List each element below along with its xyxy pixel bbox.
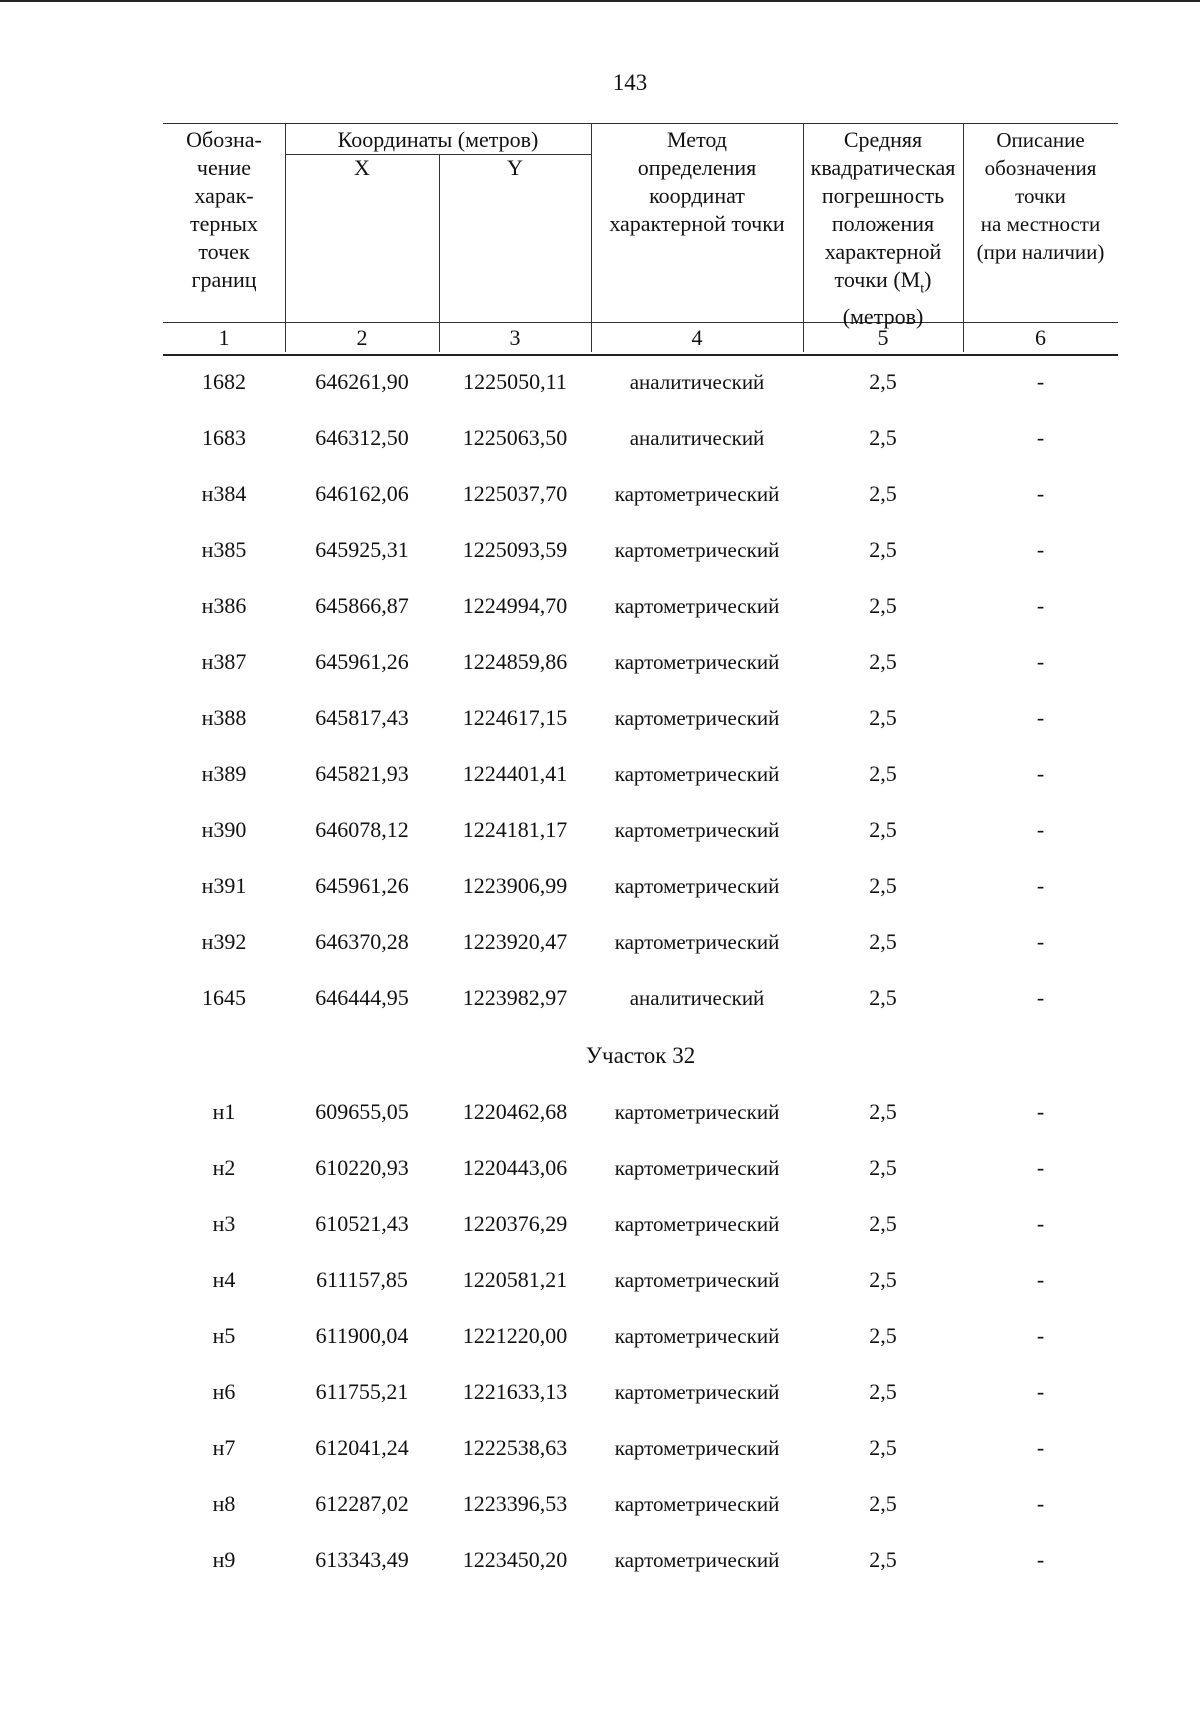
point-id: н5: [212, 1323, 236, 1348]
header-col-description: [963, 126, 1118, 266]
table-row: [163, 866, 1118, 906]
column-number: 3: [509, 325, 521, 350]
description: -: [1036, 705, 1045, 730]
table-row: [163, 642, 1118, 682]
point-id: н4: [212, 1267, 236, 1292]
header-text-line: погрешность: [821, 183, 945, 208]
description: -: [1036, 1547, 1045, 1572]
error: 2,5: [869, 537, 897, 562]
header-text-line: точки: [1015, 184, 1066, 208]
coord-x: 646444,95: [315, 985, 409, 1010]
header-text-line: положения: [831, 211, 935, 236]
header-text-line: (метров): [842, 304, 924, 330]
header-text-line: квадратическая: [810, 155, 956, 180]
description: -: [1036, 1099, 1045, 1124]
method: картометрический: [614, 1268, 780, 1292]
header-text-line: Средняя: [843, 127, 923, 152]
description: -: [1036, 369, 1045, 394]
header-text-line: [803, 266, 963, 303]
error: 2,5: [869, 929, 897, 954]
coord-x: 645961,26: [315, 649, 409, 674]
coord-x: 646078,12: [315, 817, 409, 842]
error: 2,5: [869, 817, 897, 842]
coord-y: 1220462,68: [462, 1099, 568, 1124]
coord-x: 610220,93: [315, 1155, 409, 1180]
description: -: [1036, 649, 1045, 674]
coord-y: 1223982,97: [462, 985, 568, 1010]
method: картометрический: [614, 1100, 780, 1124]
column-number: 4: [691, 325, 703, 350]
header-col-method: [591, 126, 803, 238]
method: картометрический: [614, 762, 780, 786]
method: картометрический: [614, 818, 780, 842]
point-id: 1682: [202, 369, 246, 394]
coord-y: 1220443,06: [462, 1155, 568, 1180]
point-id: н391: [201, 873, 247, 898]
table-row: [163, 978, 1118, 1018]
header-text-line: характерной: [824, 239, 942, 264]
header-text-fragment: ): [924, 267, 932, 292]
table-row: [163, 530, 1118, 570]
table-row: [163, 1540, 1118, 1580]
error: 2,5: [869, 425, 897, 450]
point-id: н392: [201, 929, 247, 954]
table-row: [163, 922, 1118, 962]
header-text-line: чение: [196, 155, 252, 180]
error: 2,5: [869, 1323, 897, 1348]
table-row: [163, 362, 1118, 402]
table-row: [163, 810, 1118, 850]
header-col-designation: [163, 126, 285, 294]
error: 2,5: [869, 1435, 897, 1460]
table-row: [163, 1428, 1118, 1468]
header-text-line: харак-: [194, 183, 254, 208]
description: -: [1036, 481, 1045, 506]
description: -: [1036, 1155, 1045, 1180]
point-id: н6: [212, 1379, 236, 1404]
table-row: [163, 754, 1118, 794]
point-id: н387: [201, 649, 247, 674]
table-row: [163, 1148, 1118, 1188]
coord-y: 1223450,20: [462, 1547, 568, 1572]
coord-x: 646261,90: [315, 369, 409, 394]
error: 2,5: [869, 1211, 897, 1236]
coord-x: 611755,21: [315, 1379, 409, 1404]
section-title: Участок 32: [585, 1043, 696, 1068]
method: аналитический: [629, 370, 765, 394]
coord-y: 1225037,70: [462, 481, 568, 506]
point-id: н388: [201, 705, 247, 730]
error: 2,5: [869, 593, 897, 618]
coord-x: 611900,04: [315, 1323, 409, 1348]
method: картометрический: [614, 1492, 780, 1516]
coord-y: 1223906,99: [462, 873, 568, 898]
table-row: [163, 1092, 1118, 1132]
method: картометрический: [614, 930, 780, 954]
point-id: н390: [201, 817, 247, 842]
method: картометрический: [614, 482, 780, 506]
error: 2,5: [869, 1155, 897, 1180]
error: 2,5: [869, 481, 897, 506]
table-row: [163, 586, 1118, 626]
method: картометрический: [614, 1548, 780, 1572]
table-row: [163, 418, 1118, 458]
column-number: 1: [218, 325, 230, 350]
description: -: [1036, 1211, 1045, 1236]
coord-y: 1220376,29: [462, 1211, 568, 1236]
header-text-line: терных: [190, 211, 258, 236]
error: 2,5: [869, 1379, 897, 1404]
point-id: н389: [201, 761, 247, 786]
error: 2,5: [869, 1491, 897, 1516]
table-row: [163, 1372, 1118, 1412]
method: картометрический: [614, 1156, 780, 1180]
coord-x: 646312,50: [315, 425, 409, 450]
column-number: 2: [356, 325, 368, 350]
coord-y: 1224401,41: [462, 761, 568, 786]
point-id: н9: [212, 1547, 236, 1572]
method: картометрический: [614, 594, 780, 618]
method: аналитический: [629, 426, 765, 450]
coord-y: 1223396,53: [462, 1491, 568, 1516]
point-id: н1: [212, 1099, 236, 1124]
header-text-line: (при наличии): [976, 240, 1105, 264]
coord-y: 1222538,63: [462, 1435, 568, 1460]
method: аналитический: [629, 986, 765, 1010]
description: -: [1036, 593, 1045, 618]
header-text-line: характерной точки: [609, 211, 785, 236]
description: -: [1036, 537, 1045, 562]
header-text-line: координат: [649, 183, 745, 208]
method: картометрический: [614, 1436, 780, 1460]
description: -: [1036, 985, 1045, 1010]
description: -: [1036, 1323, 1045, 1348]
coord-y: 1224859,86: [462, 649, 568, 674]
description: -: [1036, 929, 1045, 954]
page-number: 143: [612, 70, 648, 95]
header-text-fragment: точки (M: [834, 267, 921, 292]
coord-x: 645821,93: [315, 761, 409, 786]
description: -: [1036, 1491, 1045, 1516]
coord-y: 1225050,11: [463, 369, 567, 394]
coord-x: 645925,31: [315, 537, 409, 562]
coord-y: 1221220,00: [462, 1323, 568, 1348]
description: -: [1036, 425, 1045, 450]
header-numbers-line: [163, 322, 1118, 323]
error: 2,5: [869, 369, 897, 394]
coord-x: 613343,49: [315, 1547, 409, 1572]
error: 2,5: [869, 705, 897, 730]
point-id: н386: [201, 593, 247, 618]
description: -: [1036, 873, 1045, 898]
point-id: н385: [201, 537, 247, 562]
coord-x: 611157,85: [316, 1267, 408, 1292]
page-top-edge: [0, 0, 1200, 2]
method: картометрический: [614, 650, 780, 674]
header-text-line: границ: [191, 267, 257, 292]
point-id: н7: [212, 1435, 236, 1460]
table-row: [163, 698, 1118, 738]
coord-x: 646370,28: [315, 929, 409, 954]
error: 2,5: [869, 1267, 897, 1292]
header-text-line: обозначения: [984, 156, 1097, 180]
description: -: [1036, 817, 1045, 842]
coord-x: 612041,24: [315, 1435, 409, 1460]
method: картометрический: [614, 1212, 780, 1236]
description: -: [1036, 1435, 1045, 1460]
coord-x: 610521,43: [315, 1211, 409, 1236]
description: -: [1036, 1267, 1045, 1292]
error: 2,5: [869, 985, 897, 1010]
header-text-line: Описание: [996, 128, 1085, 152]
point-id: н3: [212, 1211, 236, 1236]
method: картометрический: [614, 706, 780, 730]
table-row: [163, 1204, 1118, 1244]
coord-x: 645961,26: [315, 873, 409, 898]
point-id: н8: [212, 1491, 236, 1516]
header-text-line: на местности: [980, 212, 1101, 236]
method: картометрический: [614, 538, 780, 562]
table-row: [163, 1484, 1118, 1524]
coord-y: 1225093,59: [462, 537, 568, 562]
coord-y: 1223920,47: [462, 929, 568, 954]
coord-x: 612287,02: [315, 1491, 409, 1516]
coord-y: 1221633,13: [462, 1379, 568, 1404]
column-number: 6: [1035, 325, 1046, 350]
coord-y: 1225063,50: [462, 425, 568, 450]
coord-y: 1220581,21: [462, 1267, 568, 1292]
coord-y: 1224994,70: [462, 593, 568, 618]
header-coords-label: Координаты (метров): [337, 127, 539, 152]
table-row: [163, 1316, 1118, 1356]
point-id: 1645: [202, 985, 246, 1010]
coord-x: 645866,87: [315, 593, 409, 618]
header-text-line: Обозна-: [186, 127, 262, 152]
header-subscript: t: [920, 281, 925, 297]
method: картометрический: [614, 1324, 780, 1348]
error: 2,5: [869, 1547, 897, 1572]
point-id: н384: [201, 481, 247, 506]
coord-x: 609655,05: [315, 1099, 409, 1124]
table-row: [163, 1260, 1118, 1300]
coord-y: 1224617,15: [462, 705, 568, 730]
header-text-line: Метод: [667, 127, 727, 152]
point-id: н2: [212, 1155, 236, 1180]
table-row: [163, 474, 1118, 514]
coord-x: 645817,43: [315, 705, 409, 730]
error: 2,5: [869, 1099, 897, 1124]
table-header: [163, 123, 1118, 356]
coord-x: 646162,06: [315, 481, 409, 506]
description: -: [1036, 1379, 1045, 1404]
header-col-error: [803, 126, 963, 331]
coord-y: 1224181,17: [462, 817, 568, 842]
error: 2,5: [869, 761, 897, 786]
error: 2,5: [869, 873, 897, 898]
column-number: 5: [877, 325, 889, 350]
method: картометрический: [614, 874, 780, 898]
header-x-label: X: [354, 155, 370, 180]
header-text-line: точек: [198, 239, 250, 264]
error: 2,5: [869, 649, 897, 674]
method: картометрический: [614, 1380, 780, 1404]
description: -: [1036, 761, 1045, 786]
point-id: 1683: [202, 425, 246, 450]
header-y-label: Y: [507, 155, 523, 180]
header-text-line: определения: [637, 155, 757, 180]
